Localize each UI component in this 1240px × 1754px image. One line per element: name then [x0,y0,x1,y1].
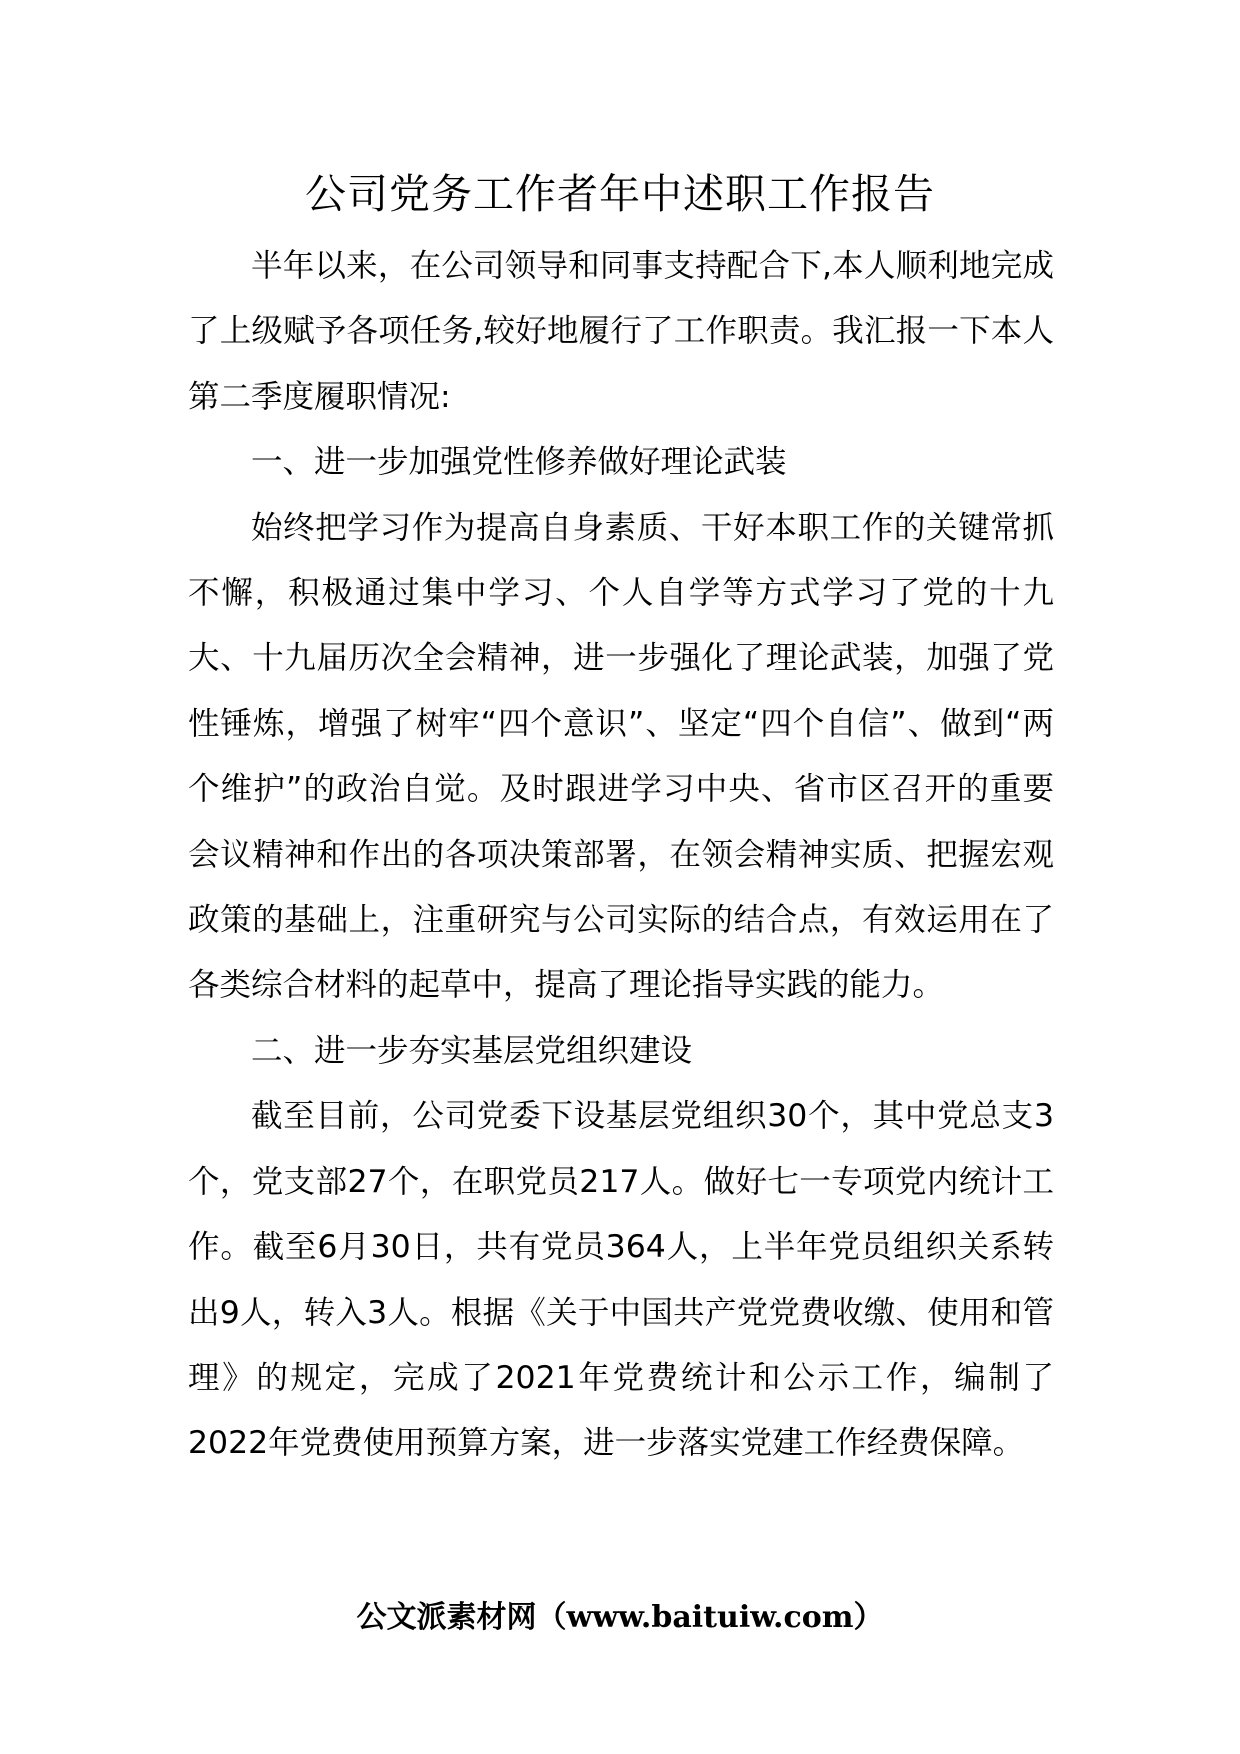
intro-paragraph: 半年以来，在公司领导和同事支持配合下,本人顺利地完成了上级赋予各项任务,较好地履行了工作职责。我汇报一下本人第二季度履职情况: [188,248,1054,415]
section-2-paragraph: 截至目前，公司党委下设基层党组织30个，其中党总支3个，党支部27个，在职党员217人。做好七一专项党内统计工作。截至6月30日，共有党员364人，上半年党员组织关系转出9人，转入3人。根据《关于中国共产党党费收缴、使用和管理》的规定，完成了2021年党费统计和公示工作，编制了2022年党费使用预算方案，进一步落实党建工作经费保障。 [188,1098,1054,1462]
source-watermark: 公文派素材网（www.baituiw.com） [356,1600,884,1635]
document-body [188,234,1054,1477]
section-heading-1: 一、进一步加强党性修养做好理论武装 [251,444,787,481]
section-1-paragraph: 始终把学习作为提高自身素质、干好本职工作的关键常抓不懈，积极通过集中学习、个人自学等方式学习了党的十九大、十九届历次全会精神，进一步强化了理论武装，加强了党性锤炼，增强了树牢“四个意识”、坚定“四个自信”、做到“两个维护”的政治自觉。及时跟进学习中央、省市区召开的重要会议精神和作出的各项决策部署，在领会精神实质、把握宏观政策的基础上，注重研究与公司实际的结合点，有效运用在了各类综合材料的起草中，提高了理论指导实践的能力。 [188,509,1054,1004]
document-title: 公司党务工作者年中述职工作报告 [305,170,935,218]
section-heading-2: 二、进一步夯实基层党组织建设 [251,1032,693,1069]
